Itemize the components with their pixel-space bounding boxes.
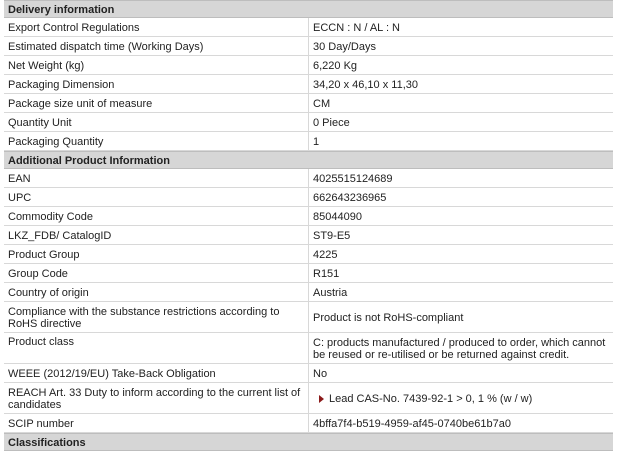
table-row: [4, 283, 613, 302]
row-label: Quantity Unit: [4, 113, 309, 131]
table-row: [4, 132, 613, 151]
row-label: Net Weight (kg): [4, 56, 309, 74]
row-label: LKZ_FDB/ CatalogID: [4, 226, 309, 244]
row-value: 0 Piece: [313, 116, 350, 129]
table-row: [4, 383, 613, 414]
row-label: Commodity Code: [4, 207, 309, 225]
row-label: Product class: [4, 333, 309, 363]
reach-substance-link[interactable]: Lead CAS-No. 7439-92-1 > 0, 1 % (w / w): [329, 392, 533, 405]
row-value: 4225: [313, 248, 338, 261]
row-value-reach[interactable]: [309, 383, 613, 413]
table-row: [4, 94, 613, 113]
row-label: Compliance with the substance restrictions according to RoHS directive: [4, 302, 309, 332]
row-value: 30 Day/Days: [313, 40, 376, 53]
expand-arrow-icon[interactable]: [319, 395, 324, 403]
row-value: ECCN : N / AL : N: [313, 21, 401, 34]
table-row: [4, 169, 613, 188]
section-header-classifications[interactable]: Classifications: [4, 433, 613, 451]
table-row: [4, 364, 613, 383]
row-value: Product is not RoHS-compliant: [313, 311, 464, 324]
row-label: EAN: [4, 169, 309, 187]
row-value: C: products manufactured / produced to order, which cannot be reused or re-utilised or be returned against credit.: [313, 336, 606, 361]
table-row: [4, 264, 613, 283]
row-value: 662643236965: [313, 191, 387, 204]
row-label: Product Group: [4, 245, 309, 263]
row-label: UPC: [4, 188, 309, 206]
row-label: Estimated dispatch time (Working Days): [4, 37, 309, 55]
table-row: [4, 37, 613, 56]
row-label: Export Control Regulations: [4, 18, 309, 36]
row-label: Packaging Quantity: [4, 132, 309, 150]
section-header-additional: Additional Product Information: [4, 151, 613, 169]
row-value: 1: [313, 135, 320, 148]
row-value: 4bffa7f4-b519-4959-af45-0740be61b7a0: [313, 417, 511, 430]
table-row: [4, 188, 613, 207]
row-value: 85044090: [313, 210, 362, 223]
table-row: [4, 302, 613, 333]
table-row: [4, 245, 613, 264]
row-label: Package size unit of measure: [4, 94, 309, 112]
table-row: [4, 75, 613, 94]
table-row: [4, 113, 613, 132]
table-row: [4, 18, 613, 37]
row-label: REACH Art. 33 Duty to inform according to the current list of candidates: [4, 383, 309, 413]
row-label: SCIP number: [4, 414, 309, 432]
row-label: Packaging Dimension: [4, 75, 309, 93]
row-value: 34,20 x 46,10 x 11,30: [313, 78, 418, 91]
table-row: [4, 333, 613, 364]
table-row: [4, 56, 613, 75]
product-details-table: [4, 0, 613, 451]
row-value: No: [313, 367, 328, 380]
table-row: [4, 226, 613, 245]
table-row: [4, 207, 613, 226]
row-value: 4025515124689: [313, 172, 393, 185]
row-value: 6,220 Kg: [313, 59, 358, 72]
row-value: Austria: [313, 286, 348, 299]
row-value: ST9-E5: [313, 229, 351, 242]
row-label: Group Code: [4, 264, 309, 282]
row-value: R151: [313, 267, 340, 280]
row-label: WEEE (2012/19/EU) Take-Back Obligation: [4, 364, 309, 382]
section-header-delivery: Delivery information: [4, 0, 613, 18]
row-value: CM: [313, 97, 331, 110]
row-label: Country of origin: [4, 283, 309, 301]
table-row: [4, 414, 613, 433]
